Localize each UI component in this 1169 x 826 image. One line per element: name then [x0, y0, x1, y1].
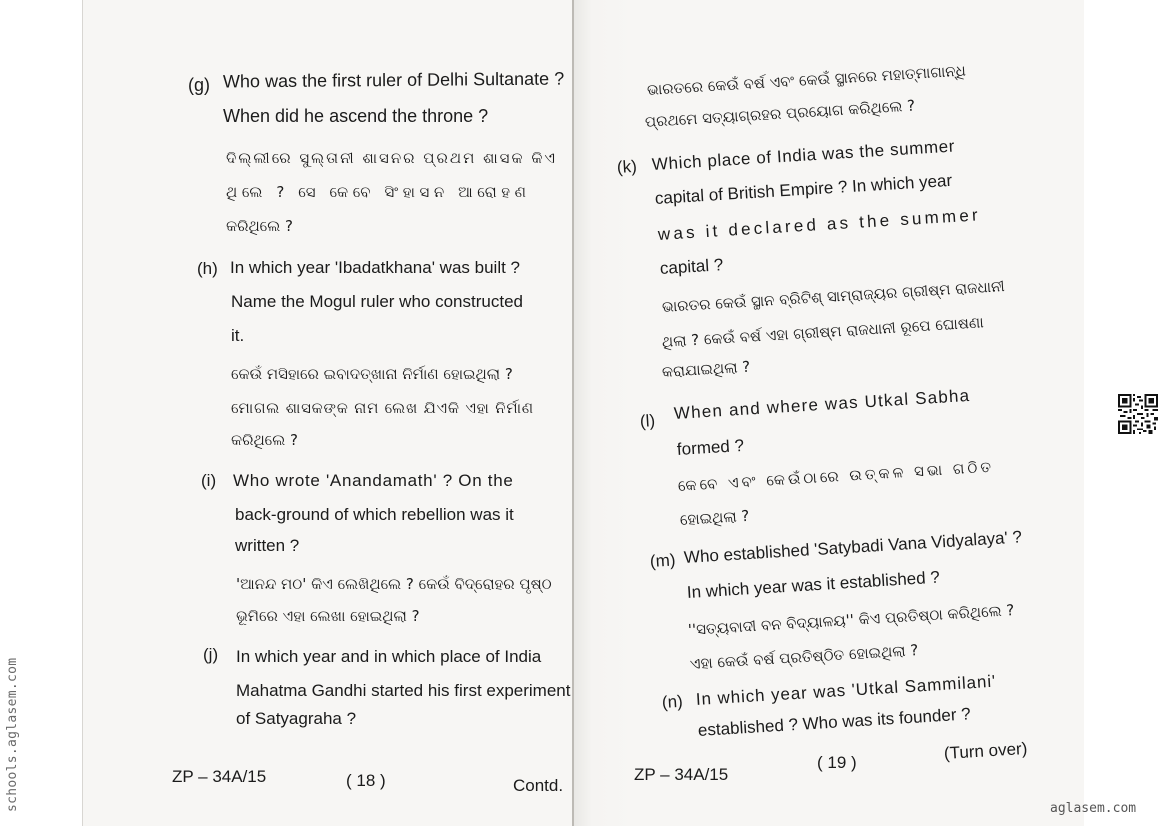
brand-watermark: aglasem.com [1050, 801, 1137, 816]
qr-code-icon [1118, 394, 1158, 434]
question-i-line2: back-ground of which rebellion was it [235, 505, 514, 524]
left-page-number: ( 18 ) [346, 771, 386, 790]
question-m-line2: In which year was it established ? [686, 567, 941, 602]
question-j-line1: In which year and in which place of India [236, 647, 542, 666]
question-l-line1: When and where was Utkal Sabha [673, 385, 971, 423]
question-k-odia-line2: ଥିଲା ? କେଉଁ ବର୍ଷ ଏହା ଗ୍ରୀଷ୍ମ ରାଜଧାନୀ ରୂପେ ଘୋଷଣା [661, 313, 985, 351]
right-footer-code: ZP – 34A/15 [634, 765, 729, 784]
question-g-odia-line3: କରିଥିଲେ ? [226, 217, 293, 235]
question-label-i: (i) [201, 471, 217, 490]
question-label-l: (l) [639, 411, 656, 431]
question-m-odia-line1: ''ସତ୍ୟବାଦୀ ବନ ବିଦ୍ୟାଳୟ'' କିଏ ପ୍ରତିଷ୍ଠା କରିଥିଲେ ? [687, 601, 1015, 639]
question-i-line1: Who wrote 'Anandamath' ? On the [233, 471, 514, 490]
right-page-number: ( 19 ) [817, 753, 857, 772]
question-k-line2: capital of British Empire ? In which year [654, 170, 953, 208]
question-k-odia-line3: କରାଯାଇଥିଲା ? [661, 357, 751, 381]
left-footer-contd: Contd. [513, 776, 564, 795]
question-k-odia-line1: ଭାରତର କେଉଁ ସ୍ଥାନ ବ୍ରିଟିଶ୍ ସାମ୍ରାଜ୍ୟର ଗ୍ରୀଷ୍ମ ରାଜଧାନୀ [661, 277, 1006, 316]
question-h-line1: In which year 'Ibadatkhana' was built ? [230, 258, 520, 277]
question-k-line1: Which place of India was the summer [651, 136, 956, 174]
question-h-line2: Name the Mogul ruler who constructed [231, 292, 523, 311]
question-label-n: (n) [661, 691, 684, 712]
question-n-line1: In which year was 'Utkal Sammilani' [695, 671, 997, 709]
question-k-line4: capital ? [659, 255, 724, 278]
side-watermark: schools.aglasem.com [5, 657, 20, 812]
question-h-odia-line1: କେଉଁ ମସିହାରେ ଇବାଦତ୍‌ଖାନା ନିର୍ମାଣ ହୋଇଥିଲା ? [231, 365, 513, 383]
question-l-line2: formed ? [676, 435, 745, 459]
left-footer-code: ZP – 34A/15 [172, 767, 267, 786]
question-i-odia-line2: ଭୂମିରେ ଏହା ଲେଖା ହୋଇଥିଲା ? [236, 607, 420, 625]
question-l-odia-line2: ହୋଇଥିଲା ? [679, 506, 750, 529]
question-j-odia-line1: ଭାରତରେ କେଉଁ ବର୍ଷ ଏବଂ କେଉଁ ସ୍ଥାନରେ ମହାତ୍ମାଗାନ୍ଧି [646, 61, 967, 99]
question-h-odia-line2: ମୋଗଲ ଶାସକଙ୍କ ନାମ ଲେଖ ଯିଏକି ଏହା ନିର୍ମାଣ [231, 399, 534, 417]
question-label-h: (h) [197, 259, 218, 278]
question-label-g: (g) [188, 75, 210, 95]
question-j-line2: Mahatma Gandhi started his first experiment [236, 681, 571, 700]
question-m-odia-line2: ଏହା କେଉଁ ବର୍ଷ ପ୍ରତିଷ୍ଠିତ ହୋଇଥିଲା ? [689, 641, 919, 673]
question-h-line3: it. [231, 326, 245, 345]
question-n-line2: established ? Who was its founder ? [697, 704, 972, 740]
question-g-line2: When did he ascend the throne ? [223, 106, 489, 126]
question-i-odia-line1: 'ଆନନ୍ଦ ମଠ' କିଏ ଲେଖିଥିଲେ ? କେଉଁ ବିଦ୍ରୋହର ପୃଷ୍ଠ [236, 575, 552, 593]
question-label-j: (j) [203, 645, 219, 664]
question-g-odia-line1: ଦିଲ୍ଲୀରେ ସୁଲ୍‌ତାନୀ ଶାସନର ପ୍ରଥମ ଶାସକ କିଏ [226, 149, 557, 167]
turn-over-label: (Turn over) [943, 738, 1028, 763]
question-l-odia-line1: କେବେ ଏବଂ କେଉଁଠାରେ ଉତ୍କଳ ସଭା ଗଠିତ [677, 457, 995, 495]
question-i-line3: written ? [235, 536, 300, 555]
question-g-line1: Who was the first ruler of Delhi Sultanate ? [222, 68, 565, 92]
question-m-line1: Who established 'Satybadi Vana Vidyalaya' ? [683, 527, 1023, 567]
question-j-line3: of Satyagraha ? [236, 709, 357, 728]
question-g-odia-line2: ଥିଲେ ? ସେ କେବେ ସିଂହାସନ ଆରୋହଣ [226, 183, 531, 201]
question-h-odia-line3: କରିଥିଲେ ? [231, 431, 298, 449]
question-label-k: (k) [616, 156, 638, 177]
question-j-odia-line2: ପ୍ରଥମେ ସତ୍ୟାଗ୍ରହର ପ୍ରୟୋଗ କରିଥିଲେ ? [644, 96, 916, 131]
question-label-m: (m) [649, 550, 676, 571]
question-k-line3: was it declared as the summer [657, 205, 982, 244]
